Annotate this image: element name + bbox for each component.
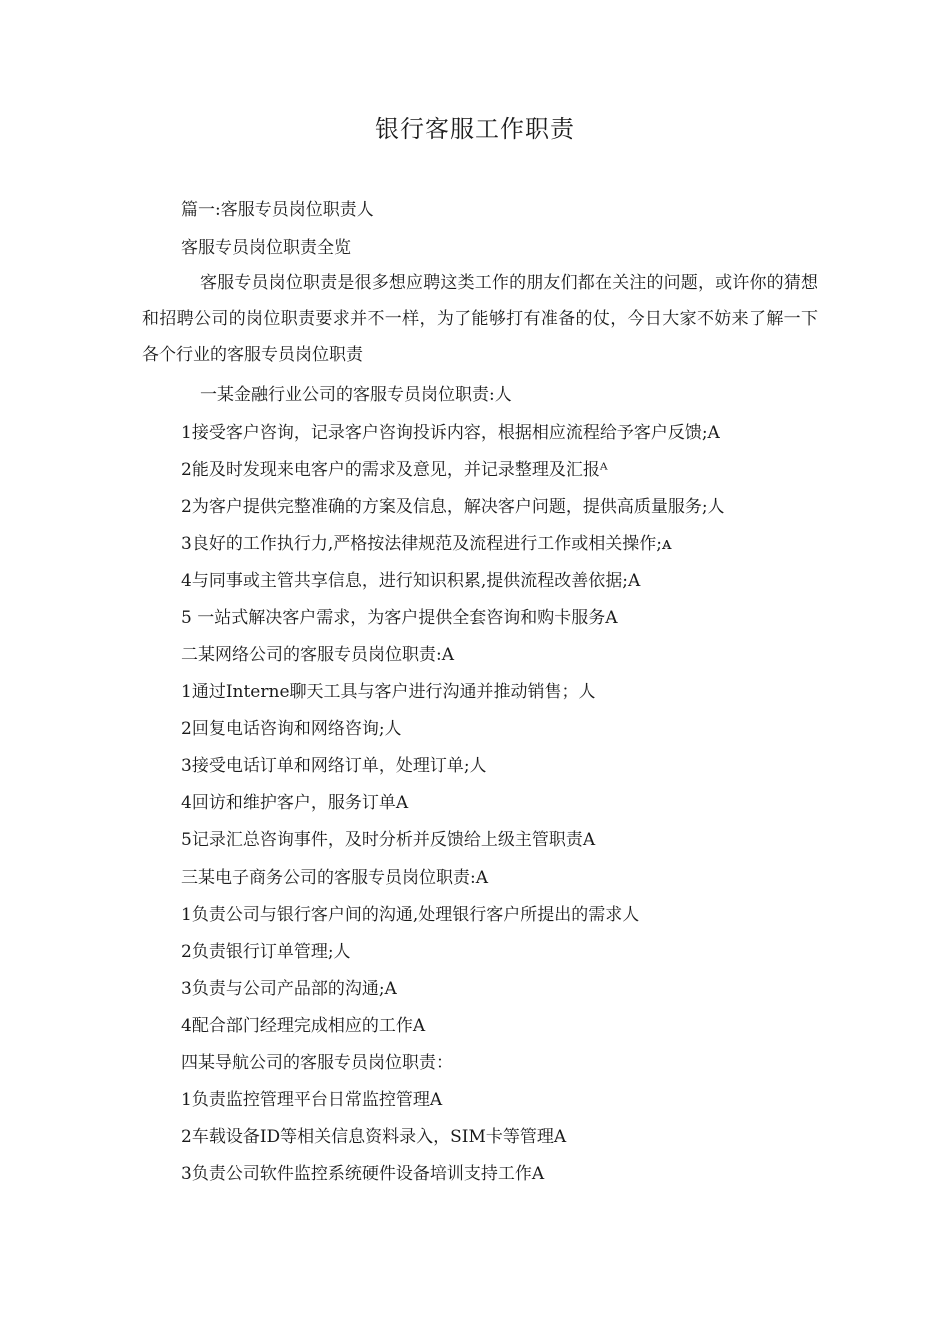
- list-item: 4配合部门经理完成相应的工作A: [181, 1016, 426, 1036]
- list-item: 1通过Interne聊天工具与客户进行沟通并推动销售；人: [181, 682, 596, 702]
- list-item: 1负责公司与银行客户间的沟通,处理银行客户所提出的需求人: [181, 905, 640, 925]
- intro-paragraph: 客服专员岗位职责是很多想应聘这类工作的朋友们都在关注的问题，或许你的猜想和招聘公司的岗位职责要求并不一样，为了能够打有准备的仗，今日大家不妨来了解一下各个行业的客服专员岗位职责: [142, 273, 818, 365]
- list-item: 3负责公司软件监控系统硬件设备培训支持工作A: [181, 1164, 545, 1184]
- list-item: 4与同事或主管共享信息，进行知识积累,提供流程改善依据;A: [181, 571, 641, 591]
- list-item: 2为客户提供完整准确的方案及信息，解决客户问题，提供高质量服务;人: [181, 497, 725, 517]
- list-item: 3负责与公司产品部的沟通;A: [181, 979, 397, 999]
- list-item: 5 一站式解决客户需求，为客户提供全套咨询和购卡服务A: [181, 608, 618, 628]
- company-heading: 三某电子商务公司的客服专员岗位职责:A: [181, 868, 489, 888]
- list-item: 2回复电话咨询和网络咨询;人: [181, 719, 402, 739]
- list-item: 5记录汇总咨询事件，及时分析并反馈给上级主管职责A: [181, 830, 596, 850]
- list-item: 3良好的工作执行力,严格按法律规范及流程进行工作或相关操作;ᴀ: [181, 534, 672, 554]
- section-heading: 篇一:客服专员岗位职责人: [181, 200, 374, 220]
- list-item: 1负责监控管理平台日常监控管理A: [181, 1090, 443, 1110]
- list-item: 2负责银行订单管理;人: [181, 942, 351, 962]
- company-heading: 二某网络公司的客服专员岗位职责:A: [181, 645, 455, 665]
- list-item: 2能及时发现来电客户的需求及意见，并记录整理及汇报ᴬ: [181, 460, 608, 480]
- list-item: 2车载设备ID等相关信息资料录入，SIM卡等管理A: [181, 1127, 567, 1147]
- company-heading: 四某导航公司的客服专员岗位职责：: [181, 1053, 453, 1073]
- list-item: 3接受电话订单和网络订单，处理订单;人: [181, 756, 487, 776]
- list-item: 1接受客户咨询，记录客户咨询投诉内容，根据相应流程给予客户反馈;A: [181, 423, 720, 443]
- list-item: 4回访和维护客户，服务订单A: [181, 793, 409, 813]
- document-title: 银行客服工作职责: [375, 115, 575, 143]
- company-heading: 一某金融行业公司的客服专员岗位职责:人: [200, 385, 512, 405]
- subheading: 客服专员岗位职责全览: [181, 238, 351, 258]
